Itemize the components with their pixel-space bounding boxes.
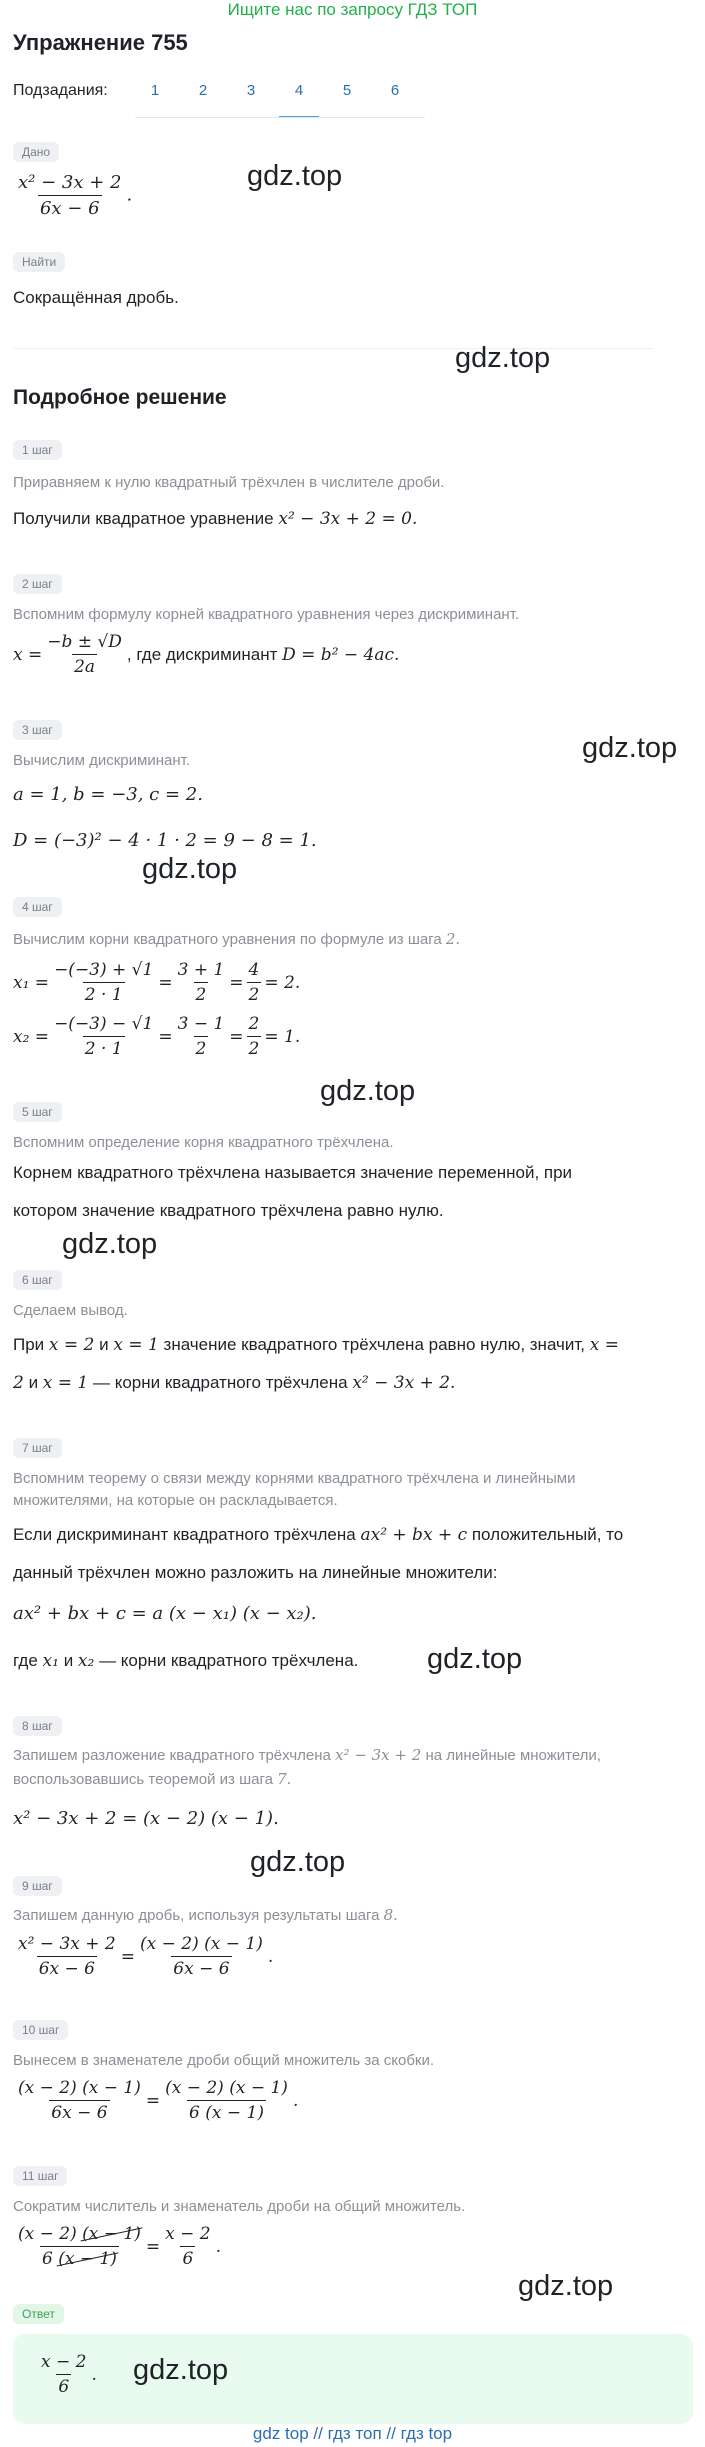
s6-t2c: x = 1 — [42, 1373, 89, 1393]
x2-num3: 2 — [248, 1014, 260, 1034]
x1-num2: 3 + 1 — [177, 960, 225, 980]
tab-subtask-5[interactable]: 5 — [342, 82, 352, 99]
s11-n1a: (x − 2) — [18, 2224, 77, 2244]
step-9-tag: 9 шаг — [13, 1876, 62, 1896]
step-8-tag-wrap — [13, 1716, 62, 1736]
s7-t3c: и — [63, 1651, 74, 1670]
s7-t1b: ax² + bx + c — [360, 1525, 468, 1545]
answer-tag-wrap — [13, 2304, 64, 2324]
s6-t2a: 2 — [13, 1373, 24, 1393]
watermark: gdz.top — [518, 2270, 614, 2302]
answer-num: x − 2 — [41, 2352, 87, 2372]
step-4-x1: x₁ = $\frac{-(-3) + √1}{2 \cdot 1}$ = $\frac{3 + 1}{2}$ = $\frac{4}{2}$ = 2. — [13, 960, 301, 1005]
x2-den2: 2 — [194, 1036, 209, 1059]
s6-t2d: — корни квадратного трёхчлена — [93, 1373, 348, 1392]
s7-t1a: Если дискриминант квадратного трёхчлена — [13, 1525, 356, 1544]
step-3-tag-wrap — [13, 720, 62, 740]
step-8-tag: 8 шаг — [13, 1716, 62, 1736]
x1-den3: 2 — [247, 982, 262, 1005]
answer-tag: Ответ — [13, 2304, 64, 2324]
step-1-tag: 1 шаг — [13, 440, 62, 460]
step-9-desc — [13, 1906, 398, 1924]
step-1-equation: x² − 3x + 2 = 0. — [278, 509, 418, 529]
step-11-tag-wrap — [13, 2166, 67, 2186]
x2-result: = 1. — [264, 1026, 301, 1047]
divider — [13, 348, 653, 349]
step-5-tag-wrap — [13, 1102, 62, 1122]
x1-num3: 4 — [248, 960, 260, 980]
tab-subtask-4[interactable]: 4 — [279, 80, 319, 118]
s10-d1: 6x − 6 — [49, 2100, 109, 2123]
step-11-desc: Сократим числитель и знаменатель дроби на общий множитель. — [13, 2198, 466, 2215]
step-4-tag-wrap — [13, 897, 62, 917]
step-2-text: , где дискриминант — [126, 644, 278, 664]
s11-den — [40, 2246, 119, 2269]
s6-t2b: и — [28, 1373, 39, 1392]
s8-d2n: 7. — [277, 1770, 292, 1788]
x1-result: = 2. — [264, 972, 301, 993]
step-4-desc-ref: 2. — [445, 930, 461, 948]
s11-n1b: (x − 1) — [82, 2224, 141, 2244]
footer-links[interactable]: gdz top // гдз топ // гдз top — [252, 2424, 453, 2443]
s9-n1: x² − 3x + 2 — [18, 1934, 116, 1954]
step-2-tag: 2 шаг — [13, 574, 62, 594]
step-1-desc: Приравняем к нулю квадратный трёхчлен в числителе дроби. — [13, 474, 445, 491]
find-text: Сокращённая дробь. — [13, 288, 179, 307]
step-4-tag: 4 шаг — [13, 897, 62, 917]
x2-den: 2 · 1 — [83, 1036, 125, 1059]
s11-d2: 6 — [180, 2246, 195, 2269]
step-10-eq: $\frac{(x - 2) (x - 1)}{6x - 6}$ = $\frac{(x - 2) (x - 1)}{6 (x - 1)}$ . — [18, 2078, 299, 2123]
tab-subtask-1[interactable]: 1 — [150, 82, 160, 99]
s7-t1c: положительный, то — [471, 1525, 624, 1544]
s10-n2: (x − 2) (x − 1) — [165, 2078, 288, 2098]
x1-num: −(−3) + √1 — [54, 960, 154, 980]
s7-t3b: x₁ — [42, 1651, 59, 1671]
s11-d1b: (x − 1) — [58, 2249, 117, 2269]
step-4-desc — [13, 930, 460, 948]
s11-d1a: 6 — [41, 2249, 53, 2269]
step-2-formula — [13, 632, 399, 677]
s8-d1a: Запишем разложение квадратного трёхчлена — [13, 1747, 331, 1764]
tabs-divider — [135, 117, 425, 118]
s9-n2: (x − 2) (x − 1) — [139, 1934, 263, 1954]
tab-subtask-6[interactable]: 6 — [390, 82, 400, 99]
step-7-line3 — [13, 1642, 358, 1680]
given-denominator: 6x − 6 — [38, 195, 102, 219]
given-numerator: x² − 3x + 2 — [18, 172, 122, 193]
step-7-line2: данный трёхчлен можно разложить на линейные множители: — [13, 1563, 498, 1582]
x1-den: 2 · 1 — [83, 982, 125, 1005]
x2-num2: 3 − 1 — [177, 1014, 225, 1034]
step-7-tag: 7 шаг — [13, 1438, 62, 1458]
s6-t1b: x = 2 — [48, 1335, 95, 1355]
subtasks-tabs — [135, 80, 425, 120]
step-1-statement: Получили квадратное уравнение — [13, 509, 274, 528]
step-8-desc2 — [13, 1770, 291, 1788]
given-section — [13, 142, 59, 162]
step-11-eq: $\frac{(x - 2) (x - 1)}{6 (x - 1)}$ = $\frac{x - 2}{6}$ . — [18, 2224, 221, 2269]
tab-subtask-3[interactable]: 3 — [246, 82, 256, 99]
watermark: gdz.top — [455, 342, 551, 374]
s6-t1f: x = — [589, 1335, 619, 1355]
x1-label: x₁ = — [13, 972, 50, 993]
s10-d2: 6 (x − 1) — [187, 2100, 266, 2123]
step-9-tag-wrap — [13, 1876, 62, 1896]
watermark: gdz.top — [142, 853, 238, 885]
step-5-desc: Вспомним определение корня квадратного трёхчлена. — [13, 1134, 394, 1151]
step-7-desc1: Вспомним теорему о связи между корнями квадратного трёхчлена и линейными — [13, 1470, 576, 1487]
step-1-tag-wrap — [13, 440, 62, 460]
top-banner: Ищите нас по запросу ГДЗ ТОП — [227, 0, 478, 19]
step-8-eq: x² − 3x + 2 = (x − 2) (x − 1). — [13, 1808, 279, 1829]
step-6-tag-wrap — [13, 1270, 62, 1290]
page-title: Упражнение 755 — [13, 30, 188, 55]
s11-num — [16, 2224, 143, 2246]
watermark: gdz.top — [133, 2354, 229, 2386]
step-9-eq: $\frac{\text{x² − 3x + 2}}{6x - 6}$ = $\frac{(x - 2) (x - 1)}{6x - 6}$ . — [18, 1934, 274, 1979]
step-2-num: −b ± √D — [47, 632, 122, 652]
s10-n1: (x − 2) (x − 1) — [18, 2078, 141, 2098]
answer-den: 6 — [56, 2374, 71, 2397]
s6-t1e: значение квадратного трёхчлена равно нулю, значит, — [163, 1335, 586, 1354]
watermark: gdz.top — [247, 160, 343, 192]
find-section — [13, 252, 65, 272]
s7-t3d: x₂ — [77, 1651, 95, 1671]
s6-t1c: и — [99, 1335, 109, 1354]
watermark: gdz.top — [320, 1075, 416, 1107]
s6-t1a: При — [13, 1335, 45, 1354]
step-6-desc: Сделаем вывод. — [13, 1302, 128, 1319]
step-4-x2: x₂ = $\frac{-(-3) - √1}{2 \cdot 1}$ = $\frac{3 - 1}{2}$ = $\frac{2}{2}$ = 1. — [13, 1014, 301, 1059]
given-fraction: $\frac{\text{x² − 3x + 2}}{6x - 6}$ . — [18, 172, 133, 219]
step-5-text1: Корнем квадратного трёхчлена называется значение переменной, при — [13, 1163, 573, 1182]
step-2-desc: Вспомним формулу корней квадратного уравнения через дискриминант. — [13, 606, 520, 623]
step-2-eq: D = b² − 4ac. — [282, 644, 400, 665]
watermark: gdz.top — [250, 1846, 346, 1878]
s6-t1d: x = 1 — [113, 1335, 159, 1355]
watermark: gdz.top — [582, 732, 678, 764]
watermark: gdz.top — [62, 1228, 158, 1260]
step-3-tag: 3 шаг — [13, 720, 62, 740]
step-6-tag: 6 шаг — [13, 1270, 62, 1290]
step-6-line1 — [13, 1326, 619, 1364]
s9-d1: 6x − 6 — [37, 1956, 97, 1979]
step-3-line1: a = 1, b = −3, c = 2. — [13, 784, 203, 805]
s9-desc: Запишем данную дробь, используя результаты шага — [13, 1907, 380, 1924]
step-4-desc-text: Вычислим корни квадратного уравнения по формуле из шага — [13, 931, 442, 948]
s7-t3e: — корни квадратного трёхчлена. — [99, 1651, 359, 1670]
s6-t2e: x² − 3x + 2. — [352, 1373, 456, 1393]
answer-fraction: $\frac{x - 2}{6}$ . — [41, 2352, 97, 2397]
s8-d1c: на линейные множители, — [425, 1747, 601, 1764]
step-2-x: x = — [13, 644, 43, 665]
step-7-eq: ax² + bx + c = a (x − x₁) (x − x₂). — [13, 1603, 317, 1624]
x2-den3: 2 — [247, 1036, 262, 1059]
step-7-tag-wrap — [13, 1438, 62, 1458]
s7-t3a: где — [13, 1651, 38, 1670]
watermark: gdz.top — [427, 1643, 523, 1675]
solution-heading: Подробное решение — [13, 386, 227, 409]
step-6-line2 — [13, 1364, 455, 1402]
tab-subtask-2[interactable]: 2 — [198, 82, 208, 99]
s8-d1b: x² − 3x + 2 — [335, 1746, 422, 1764]
step-10-tag: 10 шаг — [13, 2020, 68, 2040]
s9-d2: 6x − 6 — [171, 1956, 231, 1979]
find-tag: Найти — [13, 252, 65, 272]
s8-d2: воспользовавшись теоремой из шага — [13, 1771, 273, 1788]
step-7-desc2: множителями, на которые он раскладывается. — [13, 1492, 338, 1509]
step-1-text — [13, 500, 417, 538]
step-2-tag-wrap — [13, 574, 62, 594]
step-2-den: 2a — [72, 654, 97, 677]
step-5-tag: 5 шаг — [13, 1102, 62, 1122]
step-3-line2: D = (−3)² − 4 · 1 · 2 = 9 − 8 = 1. — [13, 830, 317, 851]
step-10-desc: Вынесем в знаменателе дроби общий множитель за скобки. — [13, 2052, 435, 2069]
x2-label: x₂ = — [13, 1026, 50, 1047]
step-3-desc: Вычислим дискриминант. — [13, 752, 190, 769]
answer-box — [13, 2334, 693, 2424]
x2-num: −(−3) − √1 — [54, 1014, 154, 1034]
step-5-text2: котором значение квадратного трёхчлена равно нулю. — [13, 1201, 444, 1220]
step-11-tag: 11 шаг — [13, 2166, 67, 2186]
step-10-tag-wrap — [13, 2020, 68, 2040]
step-8-desc1 — [13, 1746, 601, 1764]
s11-n2: x − 2 — [165, 2224, 211, 2244]
given-tag: Дано — [13, 142, 59, 162]
s9-desc-n: 8. — [383, 1906, 398, 1924]
subtasks-label: Подзадания: — [13, 82, 108, 99]
x1-den2: 2 — [194, 982, 209, 1005]
step-7-line1 — [13, 1516, 623, 1554]
